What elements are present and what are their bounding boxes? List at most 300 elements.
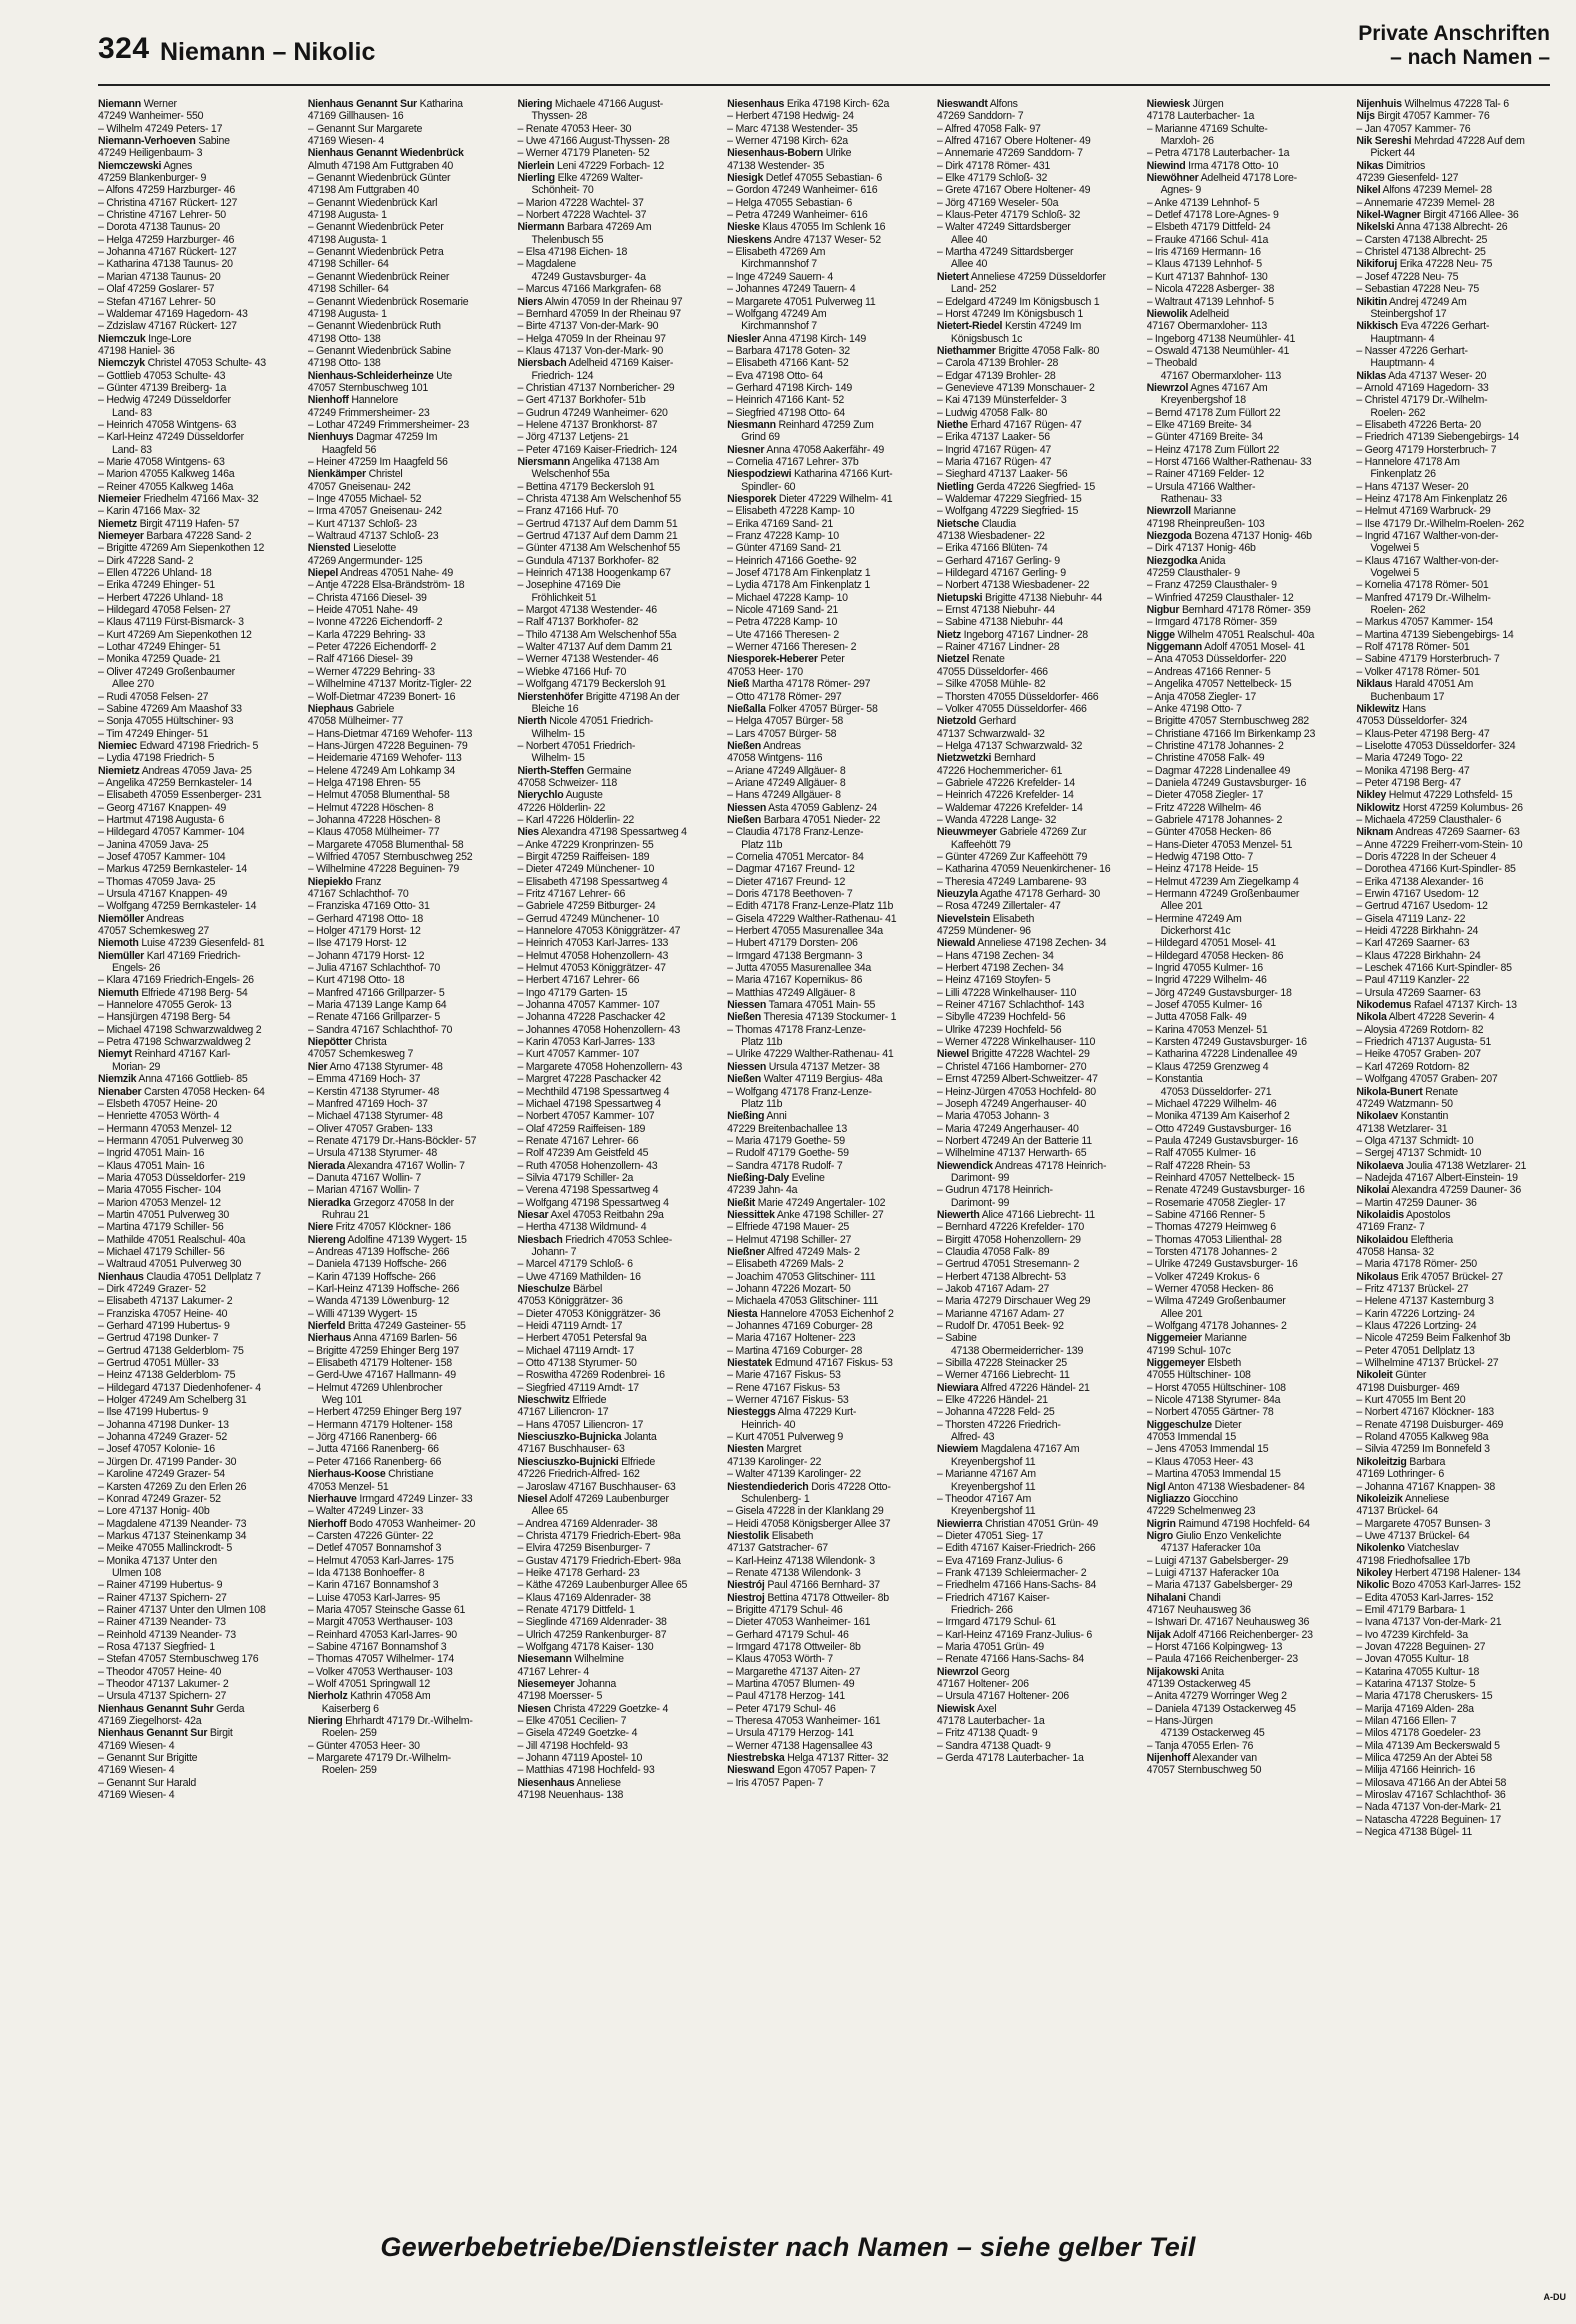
directory-entry [308,1221,510,1233]
entry-surname: Nienkämper [307,468,366,481]
directory-entry [517,579,719,591]
directory-entry [517,987,719,999]
directory-entry [727,1197,929,1209]
directory-entry [727,542,929,554]
directory-entry [727,740,929,752]
directory-entry [1356,1048,1558,1060]
entry-details: – Sabine 47167 Bonnamshof 3 [307,1640,447,1653]
directory-entry [1147,1715,1349,1727]
directory-entry [727,1209,929,1221]
directory-entry [727,851,929,863]
directory-entry [308,1666,510,1678]
entry-details: – Magdalene [517,258,576,271]
entry-details: – Hans-Jürgen [1146,1715,1213,1728]
entry-details: 47058 Wintgens- 116 [727,752,823,765]
directory-entry [1356,1826,1558,1838]
entry-details: 47058 Hansa- 32 [1356,1245,1434,1258]
entry-details: – Ralf 47137 Borkhofer- 82 [517,616,639,629]
entry-details: – Werner 47198 Kirch- 62a [727,135,848,148]
entry-details: Adelheid [1189,307,1229,320]
directory-entry [937,333,1139,345]
directory-entry [1356,542,1558,554]
entry-details: – Dieter 47053 Wanheimer- 161 [727,1616,871,1629]
entry-details: – Erika 47169 Sand- 21 [727,517,833,530]
entry-details: – Georg 47167 Knappen- 49 [98,801,227,814]
entry-details: – Paula 47249 Gustavsburger- 16 [1146,1134,1298,1147]
directory-entry [308,1678,510,1690]
directory-entry [98,419,300,431]
directory-entry [98,839,300,851]
entry-details: Bernhard 47178 Römer- 359 [1181,604,1311,617]
directory-entry [1147,1579,1349,1591]
entry-details: 47053 Menzel- 51 [307,1480,389,1493]
directory-entry [727,1727,929,1739]
directory-entry [1147,357,1349,369]
entry-details: 47249 Wanheimer- 550 [98,110,204,123]
entry-details: – Walter 47249 Linzer- 33 [307,1505,423,1518]
entry-details: – Emil 47179 Barbara- 1 [1356,1603,1466,1616]
directory-entry [308,209,510,221]
directory-entry [727,876,929,888]
directory-entry [517,937,719,949]
entry-details: – Maria 47279 Dirschauer Weg 29 [936,1295,1091,1308]
entry-details: – Matthias 47249 Allgäuer- 8 [727,986,856,999]
directory-entry [1147,839,1349,851]
entry-details: Jolanta [624,1431,657,1444]
entry-details: Platz 11b [741,838,783,851]
entry-details: – Jakob 47167 Adam- 27 [936,1283,1050,1295]
entry-details: – Magdalene 47139 Neander- 73 [98,1517,247,1530]
entry-surname: Niethe [936,418,968,431]
directory-entry [308,1604,510,1616]
entry-details: – Günter 47169 Sand- 21 [727,542,841,555]
directory-entry [1147,777,1349,789]
directory-entry [517,1752,719,1764]
directory-entry [937,209,1139,221]
entry-details: – Jutta 47058 Falk- 49 [1146,1011,1247,1024]
directory-entry [308,530,510,542]
directory-entry [308,1061,510,1073]
entry-details: – Maria 47179 Goethe- 59 [727,1134,845,1147]
directory-entry [517,1073,719,1085]
entry-details: – Franz 47259 Clausthaler- 9 [1146,579,1277,592]
entry-details: – Iris 47169 Hermann- 16 [1146,246,1261,259]
directory-entry [98,1715,300,1727]
entry-surname: Niers [517,295,543,308]
entry-details: – Gerd-Uwe 47167 Hallmann- 49 [307,1369,456,1382]
entry-details: – Karl 47269 Rotdorn- 82 [1356,1060,1470,1073]
directory-entry [308,481,510,493]
entry-details: – Claudia 47058 Falk- 89 [936,1245,1050,1258]
entry-surname: Niewierra [936,1517,983,1530]
directory-entry [1147,937,1349,949]
entry-surname: Niewendick [936,1159,993,1172]
directory-entry [727,604,929,616]
entry-details: – Daniela 47139 Ostackerweg 45 [1146,1702,1296,1715]
entry-details: – Maria 47249 Togo- 22 [1356,752,1463,765]
entry-surname: Nießen [727,739,761,752]
directory-entry [937,579,1139,591]
directory-entry [727,653,929,665]
entry-details: – Mathilde 47051 Realschul- 40a [98,1233,246,1246]
directory-entry [727,1678,929,1690]
directory-entry [517,1011,719,1023]
directory-entry [517,715,719,727]
entry-details: – Johannes 47249 Tauern- 4 [727,283,856,296]
directory-entry [727,925,929,937]
entry-details: Elisabeth [771,1529,814,1542]
directory-entry [517,1703,719,1715]
directory-entry [727,1048,929,1060]
directory-entry [937,1048,1139,1060]
directory-entry [937,616,1139,628]
entry-details: 47259 Clausthaler- 9 [1146,567,1240,580]
directory-entry [1147,1048,1349,1060]
entry-details: – Christel 47166 Hamborner- 270 [936,1060,1087,1073]
directory-entry [308,1024,510,1036]
entry-details: Renate [1425,1085,1458,1098]
directory-entry [727,802,929,814]
directory-entry [517,123,719,135]
directory-entry [308,1048,510,1060]
directory-entry [517,1332,719,1344]
directory-entry [98,1086,300,1098]
entry-details: – Johanna 47057 Kammer- 107 [517,999,660,1012]
directory-entry [727,505,929,517]
entry-details: – Ingrid 47229 Wilhelm- 46 [1146,974,1267,987]
directory-entry [937,1271,1139,1283]
entry-details: – Marija 47169 Alden- 28a [1356,1702,1474,1715]
entry-surname: Niewel [936,1048,969,1061]
entry-details: – Renate 47166 Hans-Sachs- 84 [936,1653,1084,1666]
directory-entry [98,814,300,826]
entry-surname: Nikoleitzig [1356,1455,1407,1468]
directory-entry [1147,1283,1349,1295]
directory-entry [1356,604,1558,616]
directory-entry [937,839,1139,851]
directory-entry [308,1382,510,1394]
directory-entry [937,1295,1139,1307]
directory-entry [1356,1579,1558,1591]
entry-details: – Volker 47055 Düsseldorfer- 466 [936,702,1087,715]
entry-details: – Maria 47055 Fischer- 104 [98,1184,222,1197]
directory-entry [727,1086,929,1098]
entry-details: 47198 Am Futtgraben 40 [307,184,419,197]
entry-details: Thelenbusch 55 [531,233,604,246]
entry-details: – Wolfgang 47229 Siegfried- 15 [936,505,1079,518]
entry-surname: Niesel [517,1492,548,1505]
entry-details: – Heinz 47169 Stoyfen- 5 [936,974,1051,987]
directory-entry [517,1616,719,1628]
directory-entry [1356,1221,1558,1233]
directory-entry [937,431,1139,443]
directory-entry [517,1641,719,1653]
directory-entry [98,1246,300,1258]
entry-surname: Nieschulze [517,1283,571,1295]
directory-entry [517,1789,719,1801]
directory-entry [98,1777,300,1789]
directory-entry [937,1481,1139,1493]
entry-details: 47226 Hölderlin- 22 [517,801,606,814]
directory-entry [937,1011,1139,1023]
directory-entry [1356,1431,1558,1443]
entry-details: – Elke 47179 Schloß- 32 [936,172,1048,185]
entry-details: – Karin 47166 Max- 32 [98,505,200,518]
entry-details: – Hermann 47249 Großenbaumer [1146,888,1300,900]
entry-details: – Janina 47059 Java- 25 [98,838,209,851]
directory-entry [727,1160,929,1172]
directory-entry [308,802,510,814]
entry-details: – Hildegard 47057 Kammer- 104 [98,826,245,839]
directory-entry [937,123,1139,135]
directory-entry [1356,1172,1558,1184]
entry-details: Andrej 47249 Am [1389,295,1467,308]
directory-entry [937,172,1139,184]
directory-entry [727,1024,929,1036]
directory-entry [727,370,929,382]
entry-details: Ehrhardt 47179 Dr.-Wilhelm- [345,1715,473,1728]
directory-entry [727,221,929,233]
entry-details: – Nada 47137 Von-der-Mark- 21 [1356,1801,1501,1814]
entry-details: – Ariane 47249 Allgäuer- 8 [727,776,846,789]
entry-details: – Stefan 47167 Lehrer- 50 [98,295,216,308]
directory-entry [98,1135,300,1147]
directory-entry [937,258,1139,270]
directory-entry [727,431,929,443]
entry-details: Marianne [1204,1332,1247,1345]
entry-details: – Klara 47169 Friedrich-Engels- 26 [98,974,254,987]
entry-details: – Sieghard 47137 Laaker- 56 [936,468,1068,481]
directory-entry [727,765,929,777]
entry-details: 47137 Brückel- 64 [1356,1505,1439,1518]
directory-entry [308,777,510,789]
directory-entry [937,468,1139,480]
entry-details: 47249 Watzmann- 50 [1356,1097,1453,1110]
entry-details: – Grete 47167 Obere Holtener- 49 [936,184,1091,197]
directory-entry [98,1345,300,1357]
directory-entry [937,1246,1139,1258]
entry-surname: Nietert-Riedel [936,320,1003,333]
directory-entry [308,493,510,505]
entry-details: Kaiserberg 6 [321,1702,379,1715]
entry-details: – Rolf 47239 Am Geistfeld 45 [517,1147,649,1160]
entry-details: Kreyenbergshof 11 [950,1455,1036,1468]
entry-details: Horst 47259 Kolumbus- 26 [1402,801,1523,814]
entry-details: – Detlef 47178 Lore-Agnes- 9 [1146,209,1279,222]
entry-details: – Genevieve 47139 Monschauer- 2 [936,381,1095,394]
entry-details: – Werner 47179 Planeten- 52 [517,147,650,160]
entry-details: – Gisela 47228 in der Klanklang 29 [727,1505,884,1518]
entry-surname: Nienhoff [307,394,349,407]
entry-details: – Ishwari Dr. 47167 Neuhausweg 36 [1146,1616,1310,1629]
entry-details: – Martina 47169 Coburger- 28 [727,1344,863,1357]
entry-details: – Sieglinde 47169 Aldenrader- 38 [517,1616,667,1629]
directory-entry [517,1308,719,1320]
directory-entry [98,604,300,616]
entry-details: Fröhlichkeit 51 [531,591,597,604]
entry-details: – Waldemar 47169 Hagedorn- 43 [98,307,248,320]
entry-details: – Genannt Wiedenbrück Reiner [307,270,450,283]
entry-surname: Nihalani [1146,1591,1186,1604]
entry-details: – Edelgard 47249 Im Königsbusch 1 [936,295,1100,308]
directory-entry [308,1481,510,1493]
entry-details: – Kurt 47051 Pulverweg 9 [727,1431,844,1444]
entry-surname: Niersbach [517,357,567,370]
entry-surname: Nigl [1146,1480,1166,1493]
entry-details: – Karin 47226 Lortzing- 24 [1356,1307,1475,1320]
directory-entry [517,1505,719,1517]
entry-details: – Hildegard 47137 Diedenhofener- 4 [98,1381,261,1394]
entry-details: – Monika 47198 Berg- 47 [1356,764,1470,777]
entry-details: Anneliese 47259 Düsseldorfer [970,270,1106,283]
directory-entry [937,493,1139,505]
entry-details: – Erika 47138 Alexander- 16 [1356,875,1484,888]
entry-surname: Niessen [727,999,767,1012]
entry-details: – Eva 47198 Otto- 64 [727,369,823,382]
running-head: Niemann – Nikolic [160,38,376,66]
directory-entry [937,567,1139,579]
entry-details: – Klaus 47226 Lortzing- 24 [1356,1320,1477,1333]
directory-entry [308,1715,510,1727]
directory-entry [937,653,1139,665]
entry-details: – Inge 47249 Sauern- 4 [727,270,833,283]
directory-entry [1356,1518,1558,1530]
directory-entry [517,1592,719,1604]
directory-entry [937,271,1139,283]
entry-details: – Erika 47249 Ehinger- 51 [98,579,215,592]
directory-entry [517,814,719,826]
directory-entry [1356,1283,1558,1295]
entry-details: – Jörg 47137 Letjens- 21 [517,431,629,444]
directory-entry [308,135,510,147]
entry-surname: Nießing-Daly [727,1171,789,1184]
entry-details: Friedhelm 47166 Max- 32 [143,493,259,505]
directory-entry [1356,1258,1558,1270]
entry-surname: Niewisk [936,1702,975,1715]
entry-details: Barbara 47269 Am [567,221,652,234]
entry-details: Konstantin [1400,1110,1449,1123]
directory-entry [517,1456,719,1468]
directory-entry [98,1419,300,1431]
entry-details: Elfriede 47198 Berg- 54 [141,986,248,999]
entry-details: – Aloysia 47269 Rotdorn- 82 [1356,1023,1484,1036]
entry-details: – Siegfried 47198 Otto- 64 [727,406,845,419]
entry-details: Detlef 47055 Sebastian- 6 [765,172,883,185]
entry-details: – Cornelia 47051 Mercator- 84 [727,850,864,863]
directory-entry [937,604,1139,616]
directory-entry [937,950,1139,962]
directory-entry [308,518,510,530]
entry-details: – Sabine 47269 Am Maashof 33 [98,702,242,715]
entry-details: – Oliver 47057 Graben- 133 [307,1122,433,1135]
entry-details: – Klaus 47119 Fürst-Bismarck- 3 [98,616,244,629]
directory-entry [937,1703,1139,1715]
entry-details: – Lothar 47249 Frimmersheimer- 23 [307,418,470,431]
directory-entry [937,851,1139,863]
directory-entry [727,1616,929,1628]
entry-details: – Margarete 47179 Dr.-Wilhelm- [307,1752,451,1765]
entry-surname: Nigge [1146,628,1175,641]
entry-details: – Anke 47139 Lehnhof- 5 [1146,196,1260,209]
entry-details: Klaus 47055 Im Schlenk 16 [762,221,886,234]
entry-details: Erika 47228 Neu- 75 [1399,258,1493,271]
directory-entry [98,567,300,579]
directory-entry [937,1123,1139,1135]
directory-entry [98,703,300,715]
entry-surname: Niewrzol [1146,381,1189,394]
entry-details: 47249 Heiligenbaum- 3 [98,147,203,160]
directory-entry [1147,691,1349,703]
entry-details: Christiane [388,1468,434,1481]
entry-details: Marxloh- 26 [1160,135,1214,148]
entry-surname: Niethammer [936,344,996,357]
entry-details: – Marian 47167 Wollin- 7 [307,1184,420,1197]
directory-entry [308,221,510,233]
entry-details: – Günter 47138 Am Welschenhof 55 [517,542,681,555]
directory-entry [1356,1456,1558,1468]
entry-details: Günter [1395,1369,1427,1382]
entry-details: Ute [436,369,453,382]
entry-surname: Niemetz [98,517,137,530]
entry-details: Auguste [565,789,603,802]
entry-details: Helmut 47229 Lothsfeld- 15 [1388,789,1513,802]
entry-details: – Wanda 47228 Lange- 32 [936,813,1057,826]
directory-entry [1147,1086,1349,1098]
directory-entry [98,172,300,184]
directory-entry [727,518,929,530]
directory-entry [727,789,929,801]
directory-entry [937,876,1139,888]
directory-entry [308,1086,510,1098]
directory-entry [308,296,510,308]
entry-details: – Sergej 47137 Schmidt- 10 [1356,1147,1482,1160]
directory-entry [727,333,929,345]
entry-surname: Niewrzoll [1146,505,1191,518]
entry-details: – Leschek 47166 Kurt-Spindler- 85 [1356,962,1512,975]
entry-surname: Niesbach [517,1233,563,1246]
directory-entry [937,296,1139,308]
entry-details: – Lydia 47178 Am Finkenplatz 1 [727,579,871,592]
entry-details: – Helmut 47228 Höschen- 8 [307,801,434,814]
entry-details: Axel 47053 Reitbahn 29a [550,1208,664,1221]
entry-details: – Friedrich 47139 Siebengebirgs- 14 [1356,431,1519,444]
entry-details: – Kurt 47269 Am Siepenkothen 12 [98,628,252,641]
entry-details: – Nasser 47226 Gerhart- [1356,344,1468,357]
entry-details: – Alfons 47259 Harzburger- 46 [98,184,236,197]
entry-details: – Wolfgang 47057 Graben- 207 [1356,1073,1498,1086]
entry-details: Spindler- 60 [741,480,796,493]
entry-surname: Nikolic [1356,1579,1390,1592]
directory-entry [1356,1320,1558,1332]
directory-entry [937,1061,1139,1073]
entry-details: – Uwe 47169 Mathilden- 16 [517,1270,641,1283]
entry-details: – Herbert 47198 Hedwig- 24 [727,110,854,123]
entry-details: – Martina 47053 Immendal 15 [1146,1468,1281,1481]
entry-details: – Bernhard 47226 Krefelder- 170 [936,1221,1085,1234]
directory-entry [98,592,300,604]
directory-entry [937,98,1139,110]
entry-details: – Josef 47057 Kolonie- 16 [98,1443,215,1456]
entry-details: 47249 Gustavsburger- 4a [531,270,646,283]
entry-details: – Günter 47058 Hecken- 86 [1146,826,1272,839]
entry-details: – Peter 47179 Schul- 46 [727,1702,836,1715]
directory-entry [308,1567,510,1579]
entry-surname: Niermann [517,221,565,234]
directory-entry [308,1493,510,1505]
directory-entry [727,1740,929,1752]
entry-details: – Herbert 47138 Albrecht- 53 [936,1270,1066,1283]
entry-surname: Niknam [1356,826,1394,839]
